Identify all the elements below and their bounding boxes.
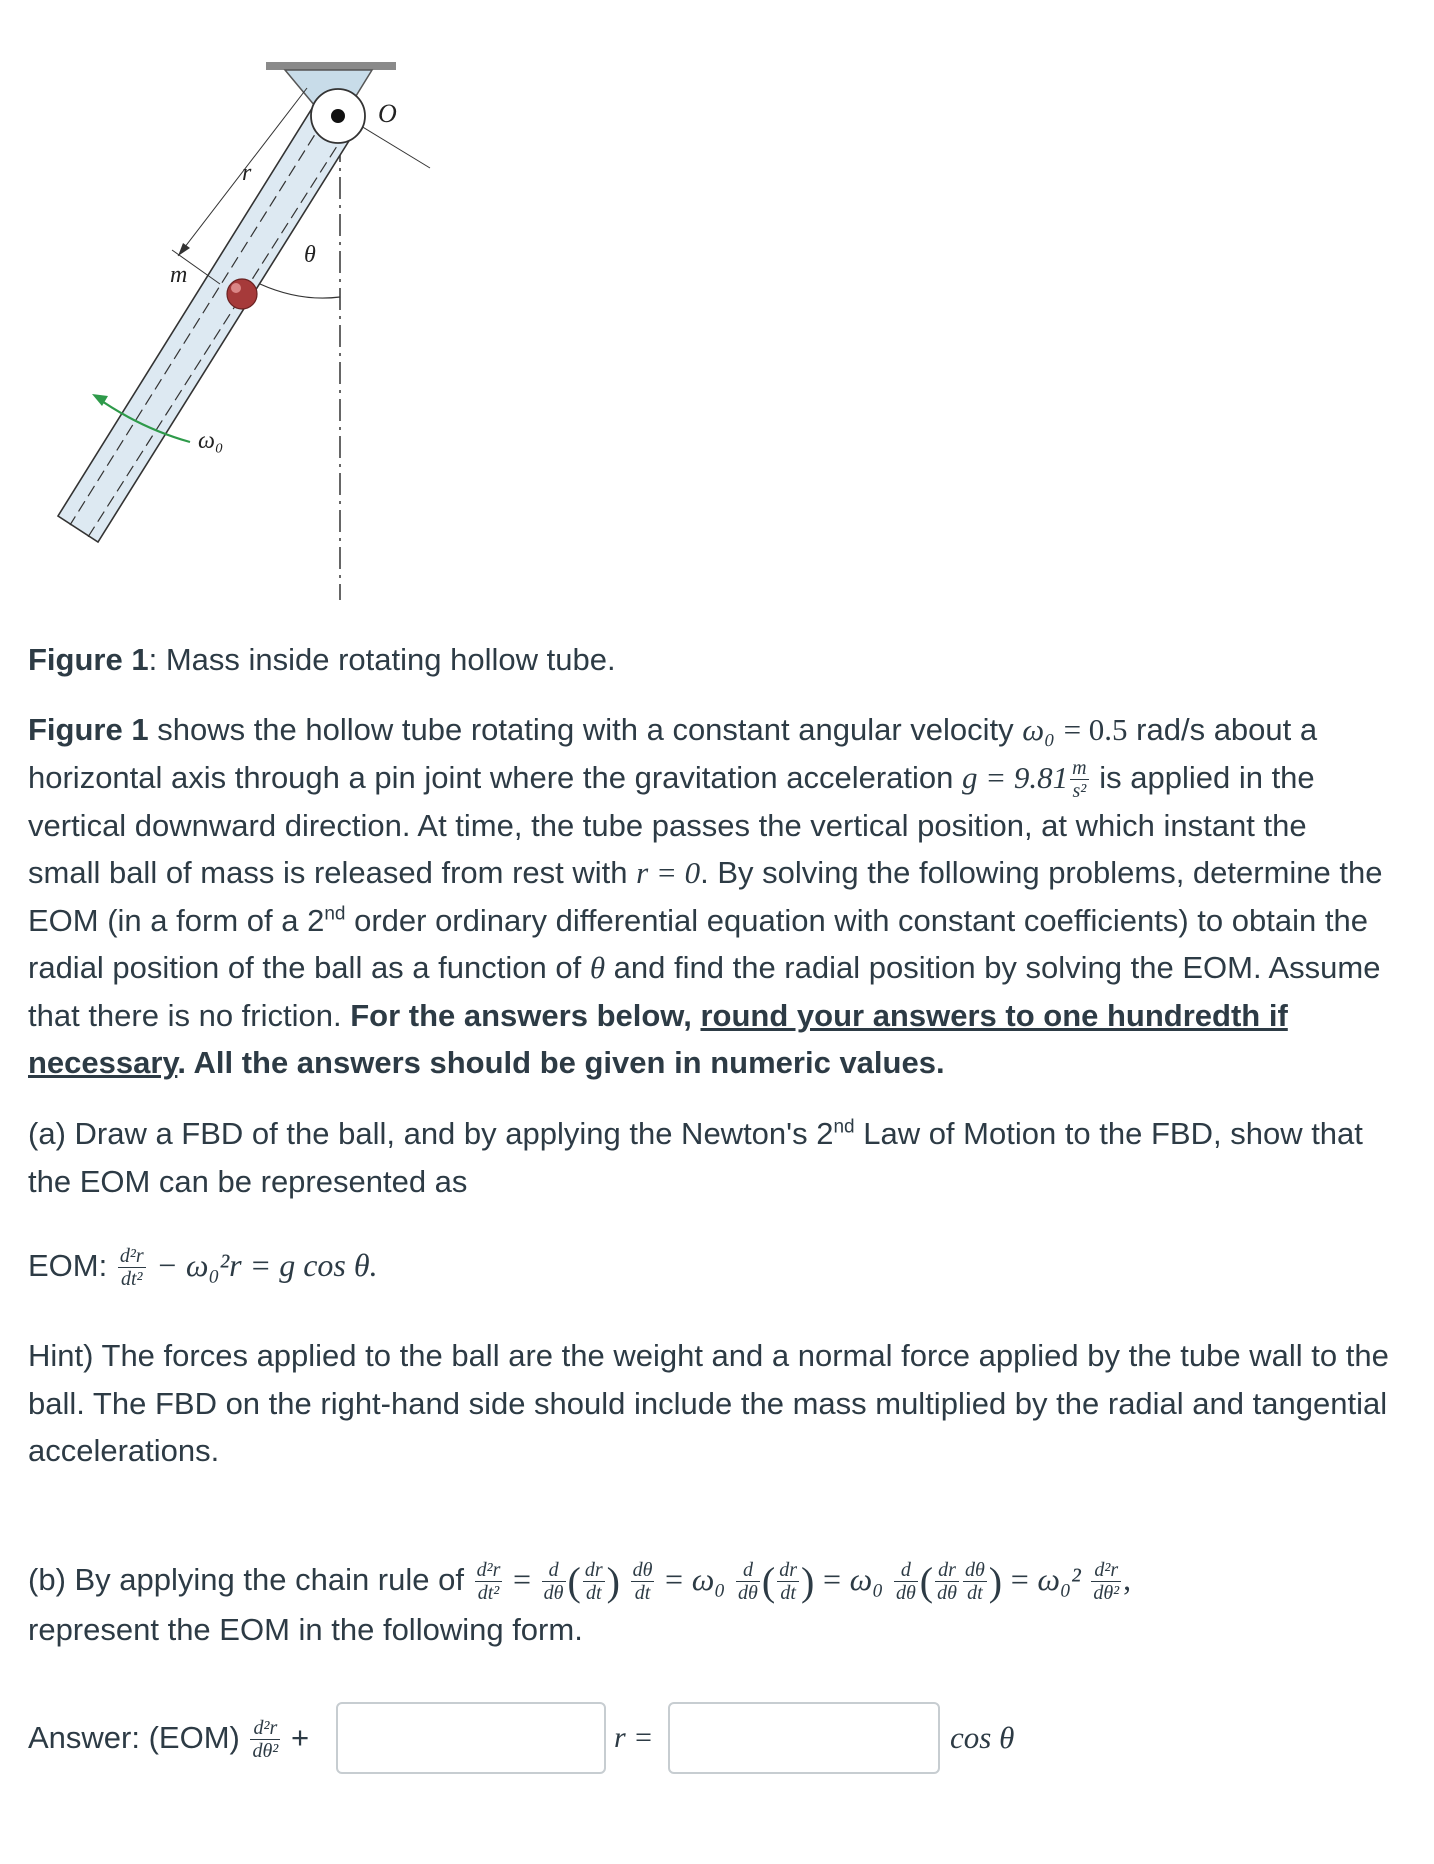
- intro-line-2: [28, 754, 1418, 802]
- answer-frac-den: dθ²: [252, 1740, 279, 1763]
- hint-line-3: accelerations.: [28, 1433, 220, 1468]
- r-initial: r = 0: [636, 855, 701, 891]
- frac-num: d: [736, 1559, 760, 1582]
- intro-figure-ref: Figure 1: [28, 712, 149, 747]
- underlined-instruction: necessary: [28, 1045, 178, 1081]
- ceiling-bar: [266, 62, 396, 70]
- omega-symbol: ω₀: [1022, 712, 1055, 747]
- intro-line-6: [28, 944, 1418, 992]
- unit-fraction: [1070, 757, 1088, 802]
- frac-num: dr: [935, 1559, 959, 1582]
- chain-frac-4: [631, 1559, 655, 1604]
- frac-num: d: [894, 1559, 918, 1582]
- answer-label: Answer: (EOM): [28, 1720, 240, 1755]
- chain-frac-10: [1091, 1559, 1121, 1604]
- paren-close: ): [988, 1559, 1003, 1605]
- label-O: O: [378, 99, 397, 128]
- frac-den: dt: [585, 1582, 602, 1605]
- figure-caption: [28, 636, 1418, 684]
- intro-line-5: [28, 897, 1418, 945]
- paren-open: (: [567, 1559, 581, 1605]
- tube-inner-line-right: [88, 132, 346, 537]
- chain-frac-8: [935, 1559, 959, 1604]
- paren-close: ): [801, 1559, 815, 1605]
- part-b-line-2: represent the EOM in the following form.: [28, 1611, 583, 1647]
- equals: =: [1010, 1561, 1029, 1597]
- label-omega0: ω₀: [198, 428, 224, 454]
- eom-rest: − ω₀²r = g cos θ.: [156, 1247, 378, 1283]
- eom-equation: [28, 1242, 1418, 1290]
- omega0: ω₀: [849, 1561, 884, 1597]
- part-a-text: (a) Draw a FBD of the ball, and by applying the Newton's 2: [28, 1116, 834, 1151]
- equals: =: [665, 1561, 684, 1597]
- intro-text: rad/s about a: [1127, 712, 1318, 747]
- intro-line-8: [28, 1039, 1418, 1087]
- label-r: r: [242, 160, 252, 186]
- r-equals-label: r =: [614, 1721, 654, 1754]
- intro-line-4: [28, 849, 1418, 897]
- cos-theta-label: cos θ: [950, 1720, 1015, 1755]
- comma: ,: [1123, 1561, 1132, 1597]
- constant-answer-input[interactable]: [668, 1702, 940, 1774]
- answer-fraction: [250, 1717, 280, 1762]
- theta-symbol: θ: [589, 950, 606, 986]
- rotating-tube-figure: [20, 30, 460, 620]
- coefficient-answer-input[interactable]: [336, 1702, 606, 1774]
- frac-den: dθ: [543, 1582, 564, 1605]
- paren-open: (: [919, 1559, 934, 1605]
- superscript: nd: [324, 903, 346, 925]
- hint-line-1: Hint) The forces applied to the ball are the weight and a normal force applied by the tube wall to the: [28, 1338, 1389, 1373]
- answer-frac-num: d²r: [250, 1717, 280, 1740]
- intro-paragraph: [28, 706, 1418, 1087]
- frac-den: dt: [780, 1582, 796, 1605]
- frac-num: dθ: [964, 1559, 985, 1582]
- theta-arc: [260, 284, 340, 298]
- omega0: ω₀: [691, 1561, 726, 1597]
- chain-frac-5: [736, 1559, 760, 1604]
- frac-den: dt²: [477, 1582, 500, 1605]
- caption-label: Figure 1: [28, 642, 149, 677]
- chain-frac-3: [583, 1559, 605, 1604]
- unit-num: m: [1072, 756, 1087, 779]
- frac-num: dr: [584, 1559, 603, 1582]
- intro-text: small ball of mass is released from rest with: [28, 855, 637, 891]
- bold-instruction: For the answers below,: [350, 997, 701, 1033]
- frac-den: dθ²: [1093, 1582, 1120, 1605]
- equals: =: [513, 1561, 532, 1597]
- frac-num: d²r: [476, 1559, 501, 1582]
- underlined-instruction: round your answers to one hundredth if: [700, 997, 1288, 1033]
- unit-den: s²: [1072, 779, 1087, 802]
- label-theta: θ: [304, 242, 316, 268]
- intro-text: radial position of the ball as a function of: [28, 950, 590, 986]
- paren-close: ): [606, 1559, 620, 1605]
- frac-den: dt: [967, 1582, 983, 1605]
- label-m: m: [170, 262, 188, 288]
- frac-den: dθ: [895, 1582, 916, 1605]
- chain-frac-7: [894, 1559, 918, 1604]
- frac-num: d: [542, 1559, 566, 1582]
- intro-text: EOM (in a form of a 2: [28, 902, 325, 938]
- chain-frac-9: [963, 1559, 987, 1604]
- equals: =: [822, 1561, 841, 1597]
- answer-label-row: [28, 1714, 368, 1762]
- frac-num: dr: [779, 1559, 797, 1582]
- frac-den: dθ: [937, 1582, 957, 1605]
- intro-text: order ordinary differential equation with constant coefficients) to obtain the: [345, 902, 1368, 938]
- omega-value: = 0.5: [1063, 712, 1128, 747]
- ball: [227, 279, 257, 309]
- paren-open: (: [761, 1559, 776, 1605]
- frac-num: d²r: [1091, 1559, 1121, 1582]
- part-b-line-1: [28, 1556, 1418, 1606]
- hint-line-2: ball. The FBD on the right-hand side should include the mass multiplied by the radial and tangential: [28, 1385, 1388, 1421]
- tube-inner-line-left: [70, 120, 324, 525]
- intro-line-7: [28, 992, 1418, 1040]
- intro-text: is applied in the: [1090, 759, 1315, 795]
- intro-line-1: [28, 706, 1418, 754]
- eom-fraction: [118, 1245, 146, 1290]
- frac-den: dt: [634, 1582, 651, 1605]
- hollow-tube: [58, 102, 357, 542]
- intro-text: that there is no friction.: [28, 997, 351, 1033]
- g-value: g = 9.81: [962, 759, 1069, 795]
- intro-text: horizontal axis through a pin joint where the gravitation acceleration: [28, 759, 962, 795]
- eom-num: d²r: [119, 1245, 144, 1268]
- part-a-line-2: the EOM can be represented as: [28, 1163, 468, 1199]
- chain-frac-6: [777, 1559, 799, 1604]
- part-b: [28, 1556, 1418, 1653]
- intro-text: . By solving the following problems, determine the: [700, 855, 1383, 891]
- part-b-lead: (b) By applying the chain rule of: [28, 1562, 464, 1597]
- omega0-squared: ω₀²: [1037, 1561, 1081, 1597]
- plus-sign: +: [290, 1720, 310, 1755]
- pivot-pin: [331, 109, 345, 123]
- eom-label: EOM:: [28, 1248, 108, 1283]
- chain-frac-1: [475, 1559, 503, 1604]
- caption-text: : Mass inside rotating hollow tube.: [148, 642, 616, 677]
- intro-text: shows the hollow tube rotating with a constant angular velocity: [148, 712, 1023, 747]
- superscript: nd: [833, 1116, 855, 1138]
- part-a-text: Law of Motion to the FBD, show that: [854, 1116, 1363, 1151]
- frac-num: dθ: [632, 1559, 653, 1582]
- chain-frac-2: [542, 1559, 566, 1604]
- frac-den: dθ: [738, 1582, 758, 1605]
- intro-line-3: vertical downward direction. At time, the tube passes the vertical position, at which instant the: [28, 807, 1307, 843]
- r-arrowhead: [178, 243, 190, 256]
- hint: [28, 1332, 1418, 1475]
- intro-text: and find the radial position by solving the EOM. Assume: [605, 950, 1381, 986]
- part-a: [28, 1110, 1418, 1205]
- eom-den: dt²: [120, 1268, 143, 1291]
- bold-instruction: . All the answers should be given in numeric values.: [177, 1045, 945, 1081]
- part-a-line-1: [28, 1110, 1418, 1158]
- ball-highlight: [231, 283, 241, 293]
